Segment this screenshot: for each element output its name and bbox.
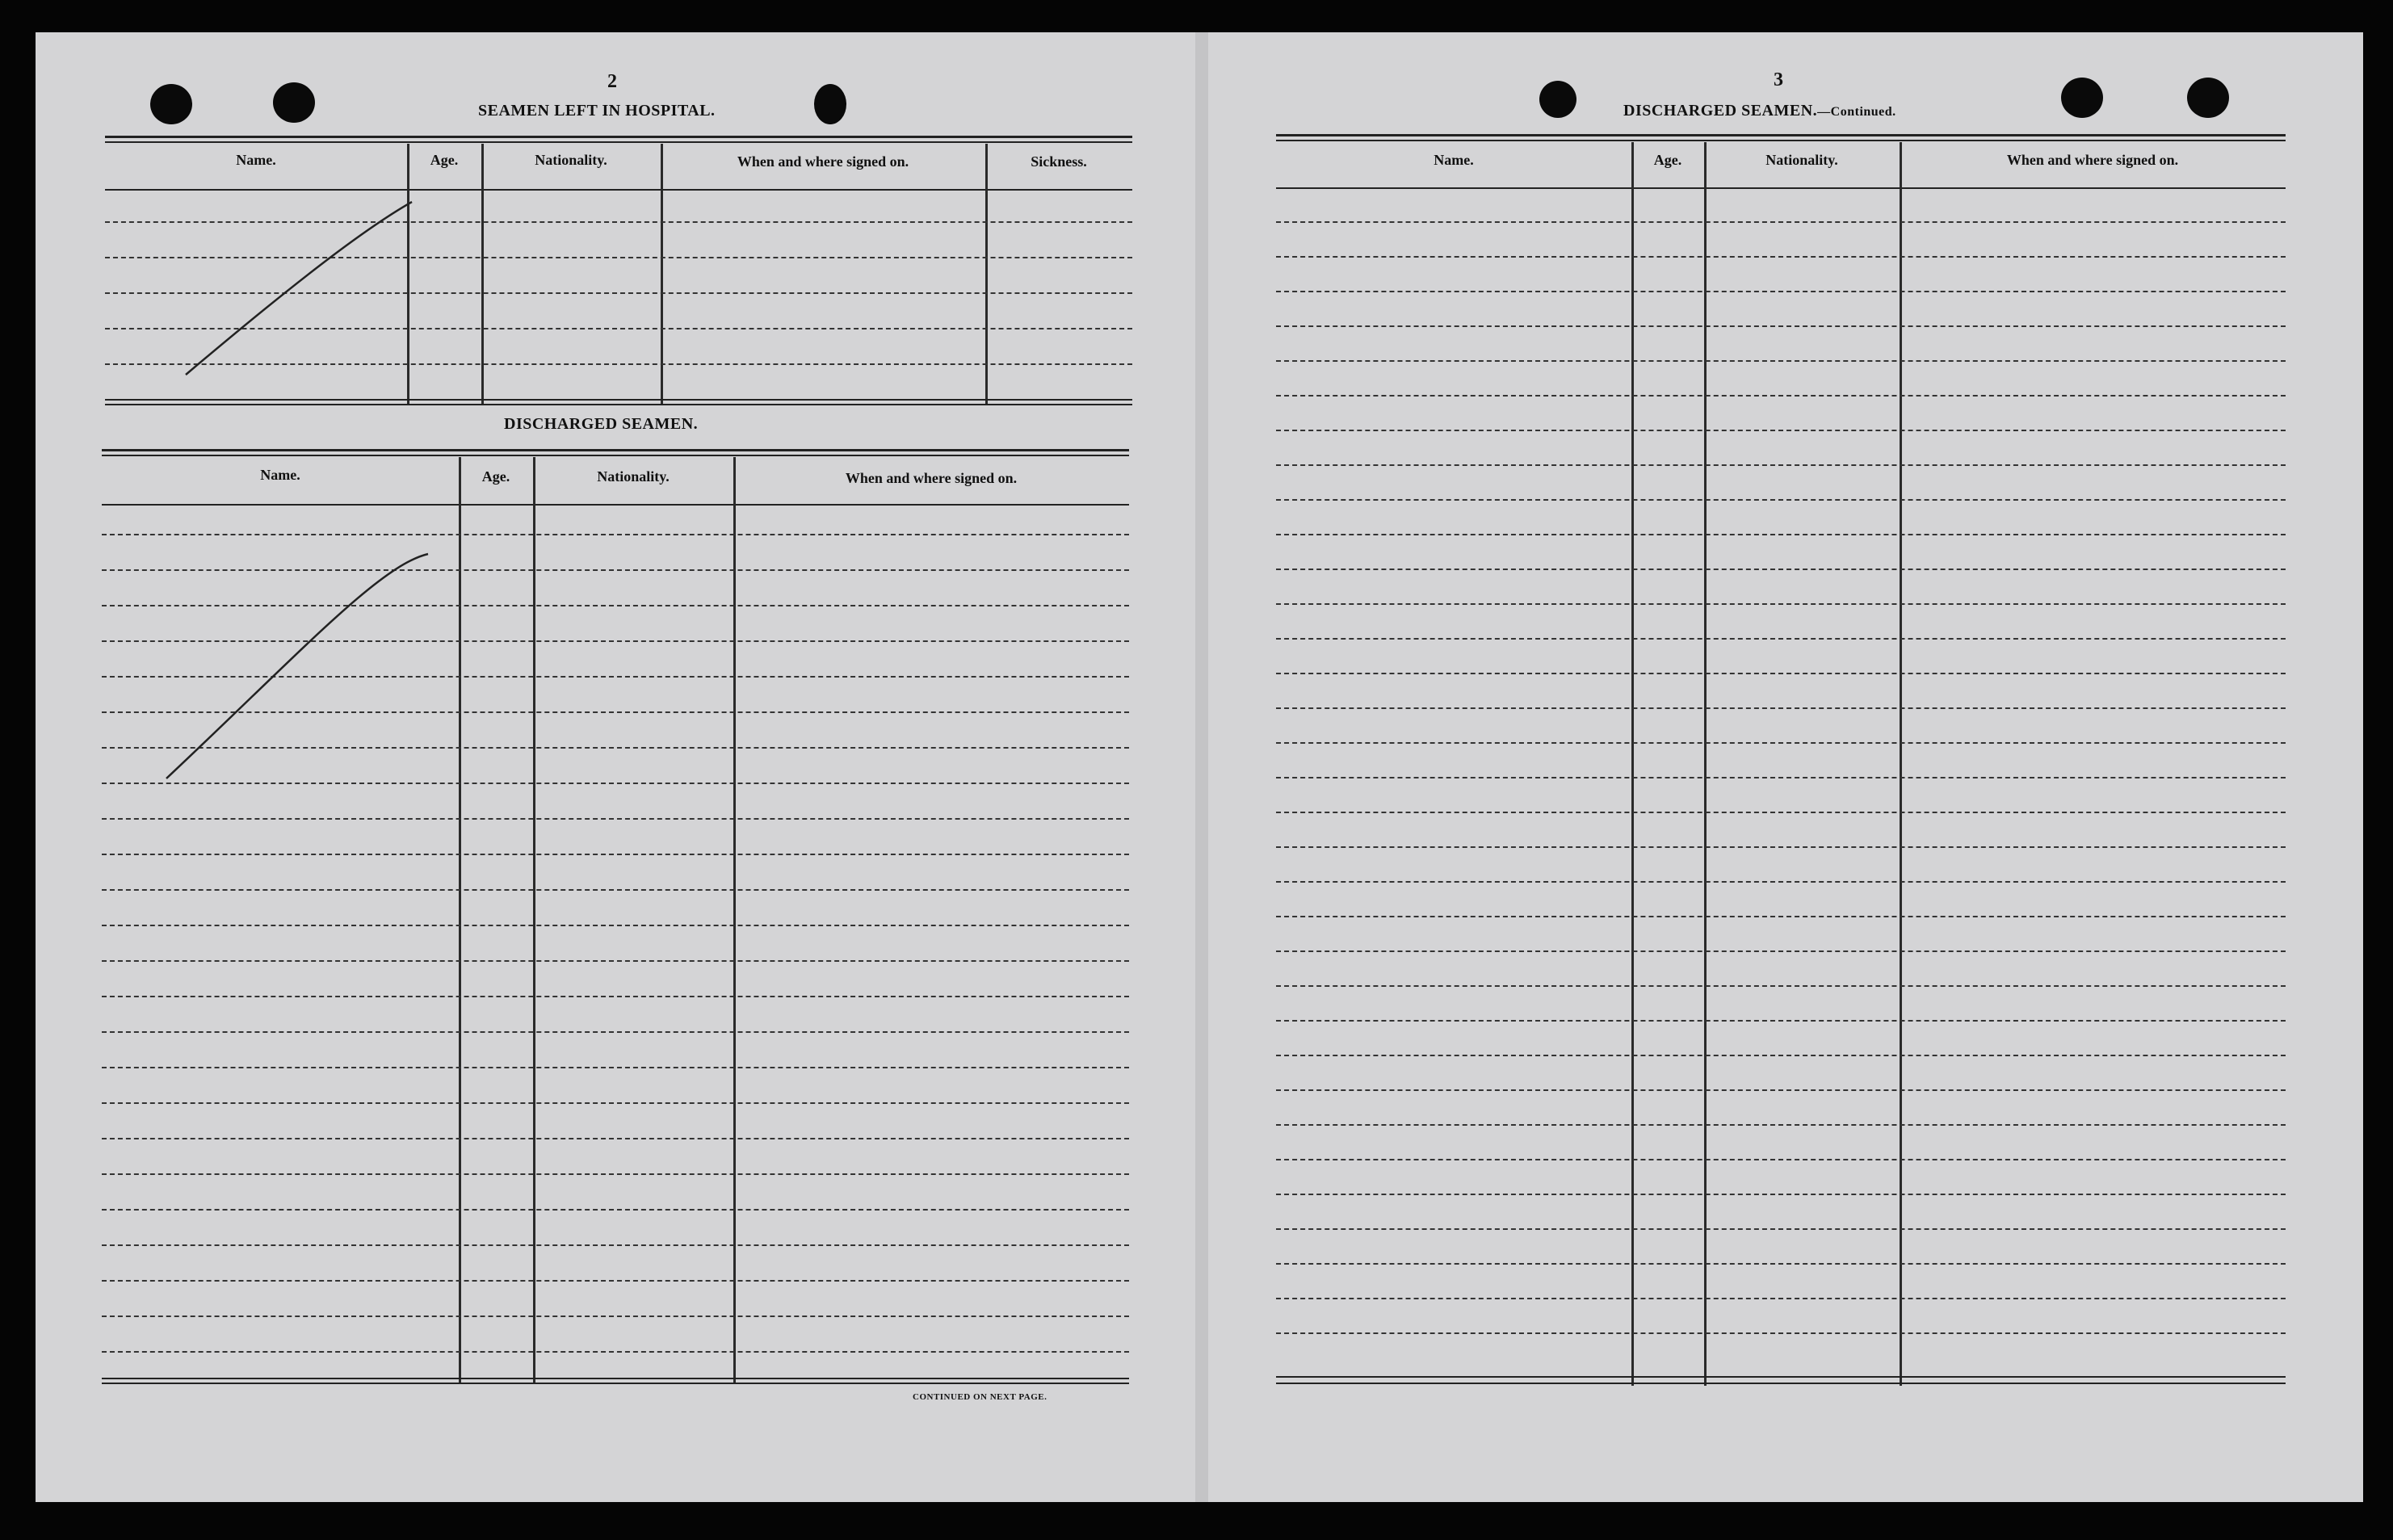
ledger-line bbox=[1276, 950, 2286, 952]
punch-hole bbox=[273, 82, 315, 123]
punch-hole bbox=[150, 84, 192, 124]
section-title-discharged-continued bbox=[1623, 102, 1896, 120]
ledger-line bbox=[102, 996, 1129, 997]
ledger-line bbox=[1276, 221, 2286, 223]
ledger-line bbox=[102, 1102, 1129, 1104]
ledger-line bbox=[1276, 256, 2286, 258]
ledger-line bbox=[1276, 881, 2286, 883]
column-header-nationality: Nationality. bbox=[597, 468, 670, 485]
column-header-name: Name. bbox=[260, 467, 300, 483]
continued-note: CONTINUED ON NEXT PAGE. bbox=[913, 1392, 1047, 1402]
ledger-line bbox=[1276, 1124, 2286, 1126]
ledger-line bbox=[102, 1031, 1129, 1033]
punch-hole bbox=[1539, 81, 1576, 118]
ledger-line bbox=[1276, 569, 2286, 570]
ledger-line bbox=[1276, 916, 2286, 917]
ledger-line bbox=[102, 534, 1129, 535]
pen-stroke bbox=[162, 549, 436, 783]
ledger-line bbox=[1276, 812, 2286, 813]
column-header-signed-on: When and where signed on. bbox=[845, 470, 1018, 486]
section-title-text: DISCHARGED SEAMEN. bbox=[1623, 102, 1818, 120]
column-header-sickness: Sickness. bbox=[1031, 153, 1087, 170]
ledger-line bbox=[1276, 742, 2286, 744]
ledger-line bbox=[102, 1209, 1129, 1211]
ledger-line bbox=[1276, 291, 2286, 292]
ledger-line bbox=[102, 1173, 1129, 1175]
ledger-line bbox=[1276, 846, 2286, 848]
ledger-line bbox=[102, 1280, 1129, 1282]
ledger-line bbox=[102, 1067, 1129, 1068]
ledger-line bbox=[1276, 430, 2286, 431]
column-header-name: Name. bbox=[1434, 152, 1474, 168]
column-header-nationality: Nationality. bbox=[535, 152, 607, 168]
ledger-line bbox=[1276, 638, 2286, 640]
pen-stroke bbox=[178, 197, 420, 383]
ledger-line bbox=[1276, 1194, 2286, 1195]
ledger-line bbox=[1276, 1020, 2286, 1022]
ledger-line bbox=[1276, 603, 2286, 605]
ledger-line bbox=[1276, 1055, 2286, 1056]
ledger-line bbox=[102, 1316, 1129, 1317]
discharged-table-right bbox=[1276, 134, 2286, 1384]
ledger-line bbox=[1276, 325, 2286, 327]
ledger-line bbox=[102, 854, 1129, 855]
column-header-nationality: Nationality. bbox=[1765, 152, 1838, 168]
column-header-age: Age. bbox=[1653, 152, 1682, 168]
ledger-line bbox=[1276, 360, 2286, 362]
ledger-line bbox=[1276, 985, 2286, 987]
ledger-line bbox=[1276, 1159, 2286, 1160]
ledger-line bbox=[1276, 1089, 2286, 1091]
ledger-line bbox=[102, 1244, 1129, 1246]
ledger-line bbox=[1276, 499, 2286, 501]
page-number: 3 bbox=[1774, 69, 1783, 90]
ledger-line bbox=[1276, 395, 2286, 397]
column-header-age: Age. bbox=[430, 152, 459, 168]
section-title-suffix: —Continued. bbox=[1817, 105, 1896, 119]
ledger-line bbox=[1276, 1228, 2286, 1230]
ledger-line bbox=[1276, 534, 2286, 535]
ledger-line bbox=[1276, 777, 2286, 778]
column-header-name: Name. bbox=[236, 152, 276, 168]
ledger-line bbox=[1276, 673, 2286, 674]
section-title-discharged: DISCHARGED SEAMEN. bbox=[504, 415, 699, 433]
ledger-line bbox=[102, 889, 1129, 891]
ledger-line bbox=[1276, 464, 2286, 466]
punch-hole bbox=[814, 84, 846, 124]
ledger-line bbox=[1276, 1263, 2286, 1265]
page-fold bbox=[1195, 32, 1208, 1502]
column-header-age: Age. bbox=[481, 468, 510, 485]
ledger-line bbox=[102, 818, 1129, 820]
ledger-line bbox=[1276, 1298, 2286, 1299]
ledger-line bbox=[102, 1138, 1129, 1139]
page-number: 2 bbox=[607, 71, 617, 92]
column-header-signed-on: When and where signed on. bbox=[2006, 152, 2179, 168]
punch-hole bbox=[2187, 78, 2229, 118]
ledger-line bbox=[1276, 707, 2286, 709]
ledger-line bbox=[1276, 1332, 2286, 1334]
ledger-line bbox=[102, 960, 1129, 962]
column-header-signed-on: When and where signed on. bbox=[737, 153, 909, 170]
ledger-line bbox=[102, 1351, 1129, 1353]
section-title-hospital: SEAMEN LEFT IN HOSPITAL. bbox=[478, 102, 716, 120]
ledger-line bbox=[102, 925, 1129, 926]
punch-hole bbox=[2061, 78, 2103, 118]
